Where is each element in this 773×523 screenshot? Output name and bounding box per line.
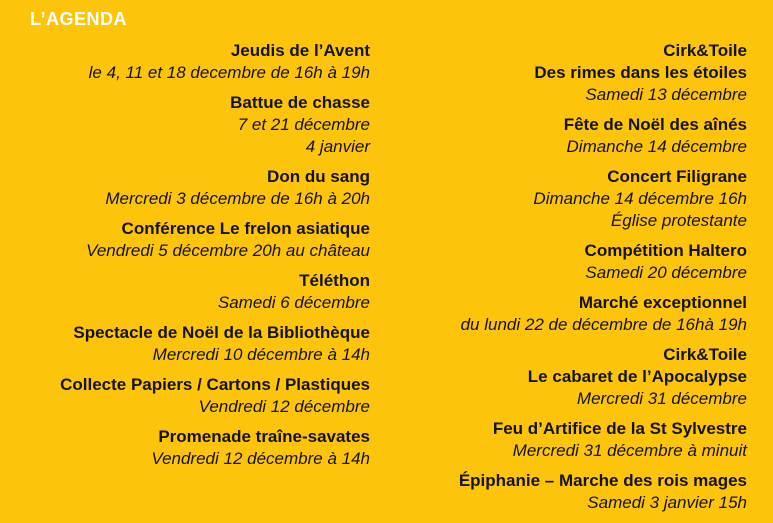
event-title-line: Cirk&Toile xyxy=(663,41,747,60)
agenda-event xyxy=(24,374,370,418)
event-title-line: Spectacle de Noël de la Bibliothèque xyxy=(73,323,370,342)
event-date-line: Mercredi 31 décembre xyxy=(576,389,747,408)
agenda-event xyxy=(381,470,747,514)
event-title-line: Des rimes dans les étoiles xyxy=(534,63,747,82)
agenda-event xyxy=(381,114,747,158)
agenda-event xyxy=(381,344,747,410)
event-title-line: Téléthon xyxy=(299,271,370,290)
agenda-event xyxy=(381,240,747,284)
agenda-column-right xyxy=(381,40,747,522)
event-title-line: Battue de chasse xyxy=(230,93,370,112)
event-date-line: Dimanche 14 décembre xyxy=(566,137,747,156)
event-date-line: le 4, 11 et 18 decembre de 16h à 19h xyxy=(88,63,370,82)
agenda-event xyxy=(381,40,747,106)
event-date-line: Mercredi 10 décembre à 14h xyxy=(152,345,370,364)
event-title-line: Le cabaret de l’Apocalypse xyxy=(527,367,747,386)
event-date-line: du lundi 22 de décembre de 16hà 19h xyxy=(460,315,747,334)
agenda-event xyxy=(24,322,370,366)
event-title-line: Jeudis de l’Avent xyxy=(230,41,370,60)
agenda-column-left xyxy=(24,40,370,478)
event-date-line: Vendredi 5 décembre 20h au château xyxy=(86,241,370,260)
event-date-line: Samedi 6 décembre xyxy=(217,293,370,312)
agenda-event xyxy=(381,292,747,336)
event-date-line: 7 et 21 décembre xyxy=(237,115,370,134)
event-date-line: Église protestante xyxy=(610,211,747,230)
agenda-event xyxy=(24,40,370,84)
event-title-line: Cirk&Toile xyxy=(663,345,747,364)
agenda-event xyxy=(24,92,370,158)
event-title-line: Collecte Papiers / Cartons / Plastiques xyxy=(60,375,370,394)
event-title-line: Fête de Noël des aînés xyxy=(563,115,747,134)
event-title-line: Concert Filigrane xyxy=(607,167,747,186)
event-date-line: Samedi 3 janvier 15h xyxy=(587,493,747,512)
event-title-line: Épiphanie – Marche des rois mages xyxy=(458,471,747,490)
agenda-event xyxy=(24,218,370,262)
agenda-event xyxy=(381,418,747,462)
event-date-line: Dimanche 14 décembre 16h xyxy=(533,189,747,208)
event-title-line: Conférence Le frelon asiatique xyxy=(121,219,370,238)
event-date-line: Vendredi 12 décembre à 14h xyxy=(151,449,370,468)
event-title-line: Don du sang xyxy=(267,167,370,186)
agenda-event xyxy=(24,166,370,210)
event-date-line: Samedi 20 décembre xyxy=(585,263,747,282)
event-title-line: Promenade traîne-savates xyxy=(158,427,370,446)
agenda-event xyxy=(24,426,370,470)
agenda-event xyxy=(24,270,370,314)
event-title-line: Feu d’Artifice de la St Sylvestre xyxy=(492,419,747,438)
event-date-line: Vendredi 12 décembre xyxy=(198,397,370,416)
page-title: L’AGENDA xyxy=(30,9,128,29)
event-date-line: Mercredi 3 décembre de 16h à 20h xyxy=(105,189,370,208)
event-date-line: Samedi 13 décembre xyxy=(585,85,747,104)
agenda-event xyxy=(381,166,747,232)
event-title-line: Marché exceptionnel xyxy=(578,293,747,312)
event-title-line: Compétition Haltero xyxy=(584,241,747,260)
event-date-line: 4 janvier xyxy=(305,137,370,156)
event-date-line: Mercredi 31 décembre à minuit xyxy=(512,441,747,460)
